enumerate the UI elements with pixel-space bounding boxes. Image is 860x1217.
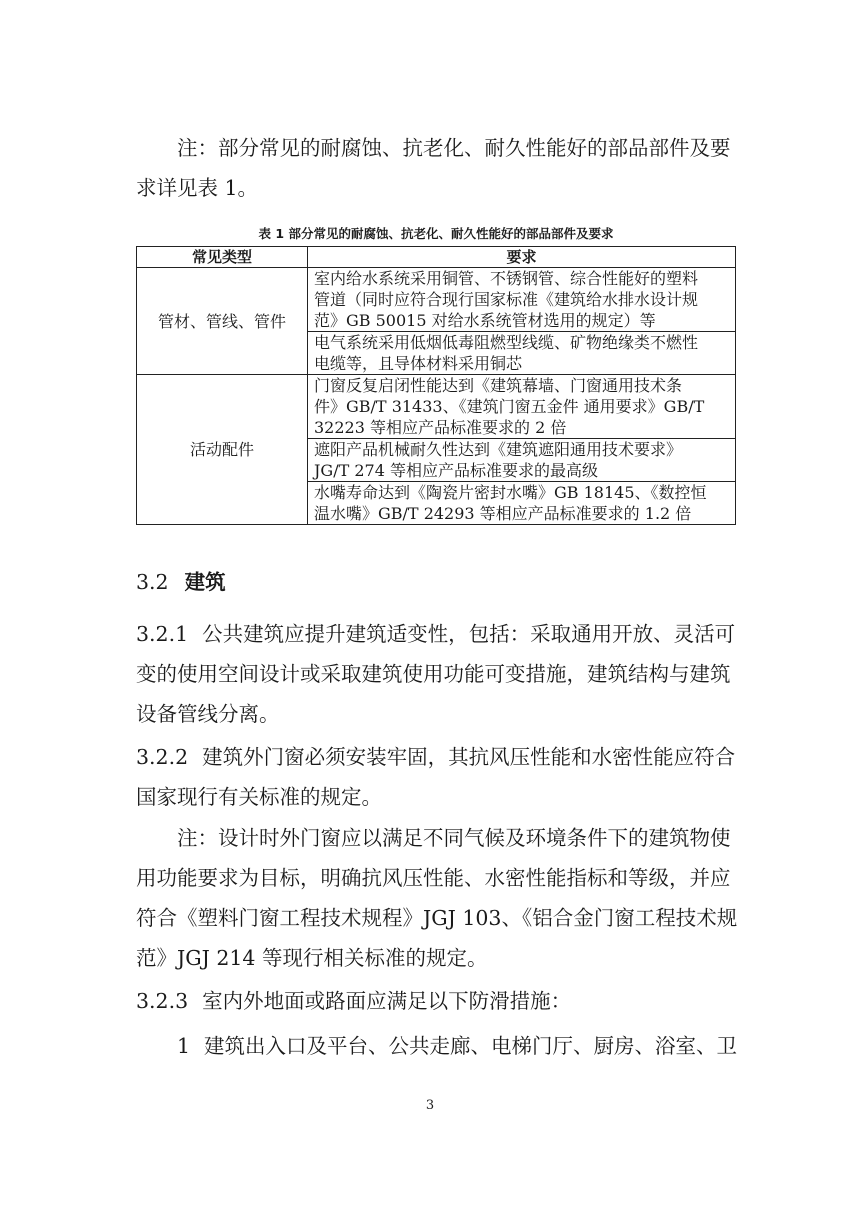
cell-line: 件》GB/T 31433、《建筑门窗五金件 通用要求》GB/T: [314, 397, 705, 416]
list-item-1: [136, 1026, 736, 1066]
cell-line: 32223 等相应产品标准要求的 2 倍: [314, 418, 567, 437]
text-line: [136, 614, 736, 654]
clause-text: 建筑外门窗必须安装牢固，其抗风压性能和水密性能应符合: [202, 745, 736, 769]
section-number: 3.2: [136, 570, 169, 594]
page-number: 3: [425, 1098, 435, 1113]
cell-line: 管道（同时应符合现行国家标准《建筑给水排水设计规: [314, 290, 699, 309]
requirement-cell: [308, 482, 736, 525]
cell-line: 室内给水系统采用铜管、不锈钢管、综合性能好的塑料: [314, 269, 699, 288]
clause-number: 3.2.2: [136, 745, 189, 769]
header-requirement: 要求: [308, 247, 736, 268]
clause-number: 3.2.3: [136, 989, 189, 1013]
requirement-cell: [308, 268, 736, 332]
text-line: 范》JGJ 214 等现行相关标准的规定。: [136, 946, 488, 970]
note-paragraph-1: [136, 128, 736, 208]
type-cell-pipes: 管材、管线、管件: [137, 268, 308, 375]
text-line: 符合《塑料门窗工程技术规程》JGJ 103、《铝合金门窗工程技术规: [136, 906, 738, 930]
section-heading: [136, 562, 226, 602]
text-line: [136, 737, 736, 777]
clause-text: 公共建筑应提升建筑适变性，包括：采取通用开放、灵活可: [202, 622, 736, 646]
text-line: 设备管线分离。: [136, 702, 280, 726]
section-title: 建筑: [184, 570, 226, 594]
clause-number: 3.2.1: [136, 622, 189, 646]
cell-line: 范》GB 50015 对给水系统管材选用的规定）等: [314, 311, 656, 330]
text-line: 国家现行有关标准的规定。: [136, 785, 382, 809]
requirement-cell: [308, 375, 736, 439]
text-line: 求详见表 1。: [136, 176, 259, 200]
clause-3-2-3: [136, 981, 736, 1021]
table-row: [137, 375, 736, 439]
header-type: 常见类型: [137, 247, 308, 268]
type-cell-fittings: 活动配件: [137, 375, 308, 525]
item-text: 建筑出入口及平台、公共走廊、电梯门厅、厨房、浴室、卫: [204, 1034, 738, 1058]
text-line: 注：设计时外门窗应以满足不同气候及环境条件下的建筑物使: [177, 826, 731, 850]
clause-3-2-2: [136, 737, 736, 817]
text-line: 用功能要求为目标，明确抗风压性能、水密性能指标和等级，并应: [136, 866, 731, 890]
cell-line: JG/T 274 等相应产品标准要求的最高级: [314, 461, 598, 480]
cell-line: 电气系统采用低烟低毒阻燃型线缆、矿物绝缘类不燃性: [314, 333, 699, 352]
clause-3-2-1: [136, 614, 736, 734]
text-line: [136, 1026, 736, 1066]
requirement-cell: [308, 439, 736, 482]
requirement-cell: [308, 332, 736, 375]
cell-line: 温水嘴》GB/T 24293 等相应产品标准要求的 1.2 倍: [314, 504, 692, 523]
table-caption: 表 1 部分常见的耐腐蚀、抗老化、耐久性能好的部品部件及要求: [258, 226, 614, 241]
cell-line: 门窗反复启闭性能达到《建筑幕墙、门窗通用技术条: [314, 376, 683, 395]
item-number: 1: [177, 1034, 191, 1058]
table-row: [137, 268, 736, 332]
text-line: 注：部分常见的耐腐蚀、抗老化、耐久性能好的部品部件及要: [177, 136, 731, 160]
requirements-table: [136, 246, 736, 525]
cell-line: 水嘴寿命达到《陶瓷片密封水嘴》GB 18145、《数控恒: [314, 483, 707, 502]
note-paragraph-2: [136, 818, 736, 978]
text-line: 变的使用空间设计或采取建筑使用功能可变措施，建筑结构与建筑: [136, 662, 731, 686]
cell-line: 电缆等，且导体材料采用铜芯: [314, 354, 523, 373]
text-line: [136, 981, 736, 1021]
cell-line: 遮阳产品机械耐久性达到《建筑遮阳通用技术要求》: [314, 440, 683, 459]
table-header-row: [137, 247, 736, 268]
clause-text: 室内外地面或路面应满足以下防滑措施：: [202, 989, 572, 1013]
